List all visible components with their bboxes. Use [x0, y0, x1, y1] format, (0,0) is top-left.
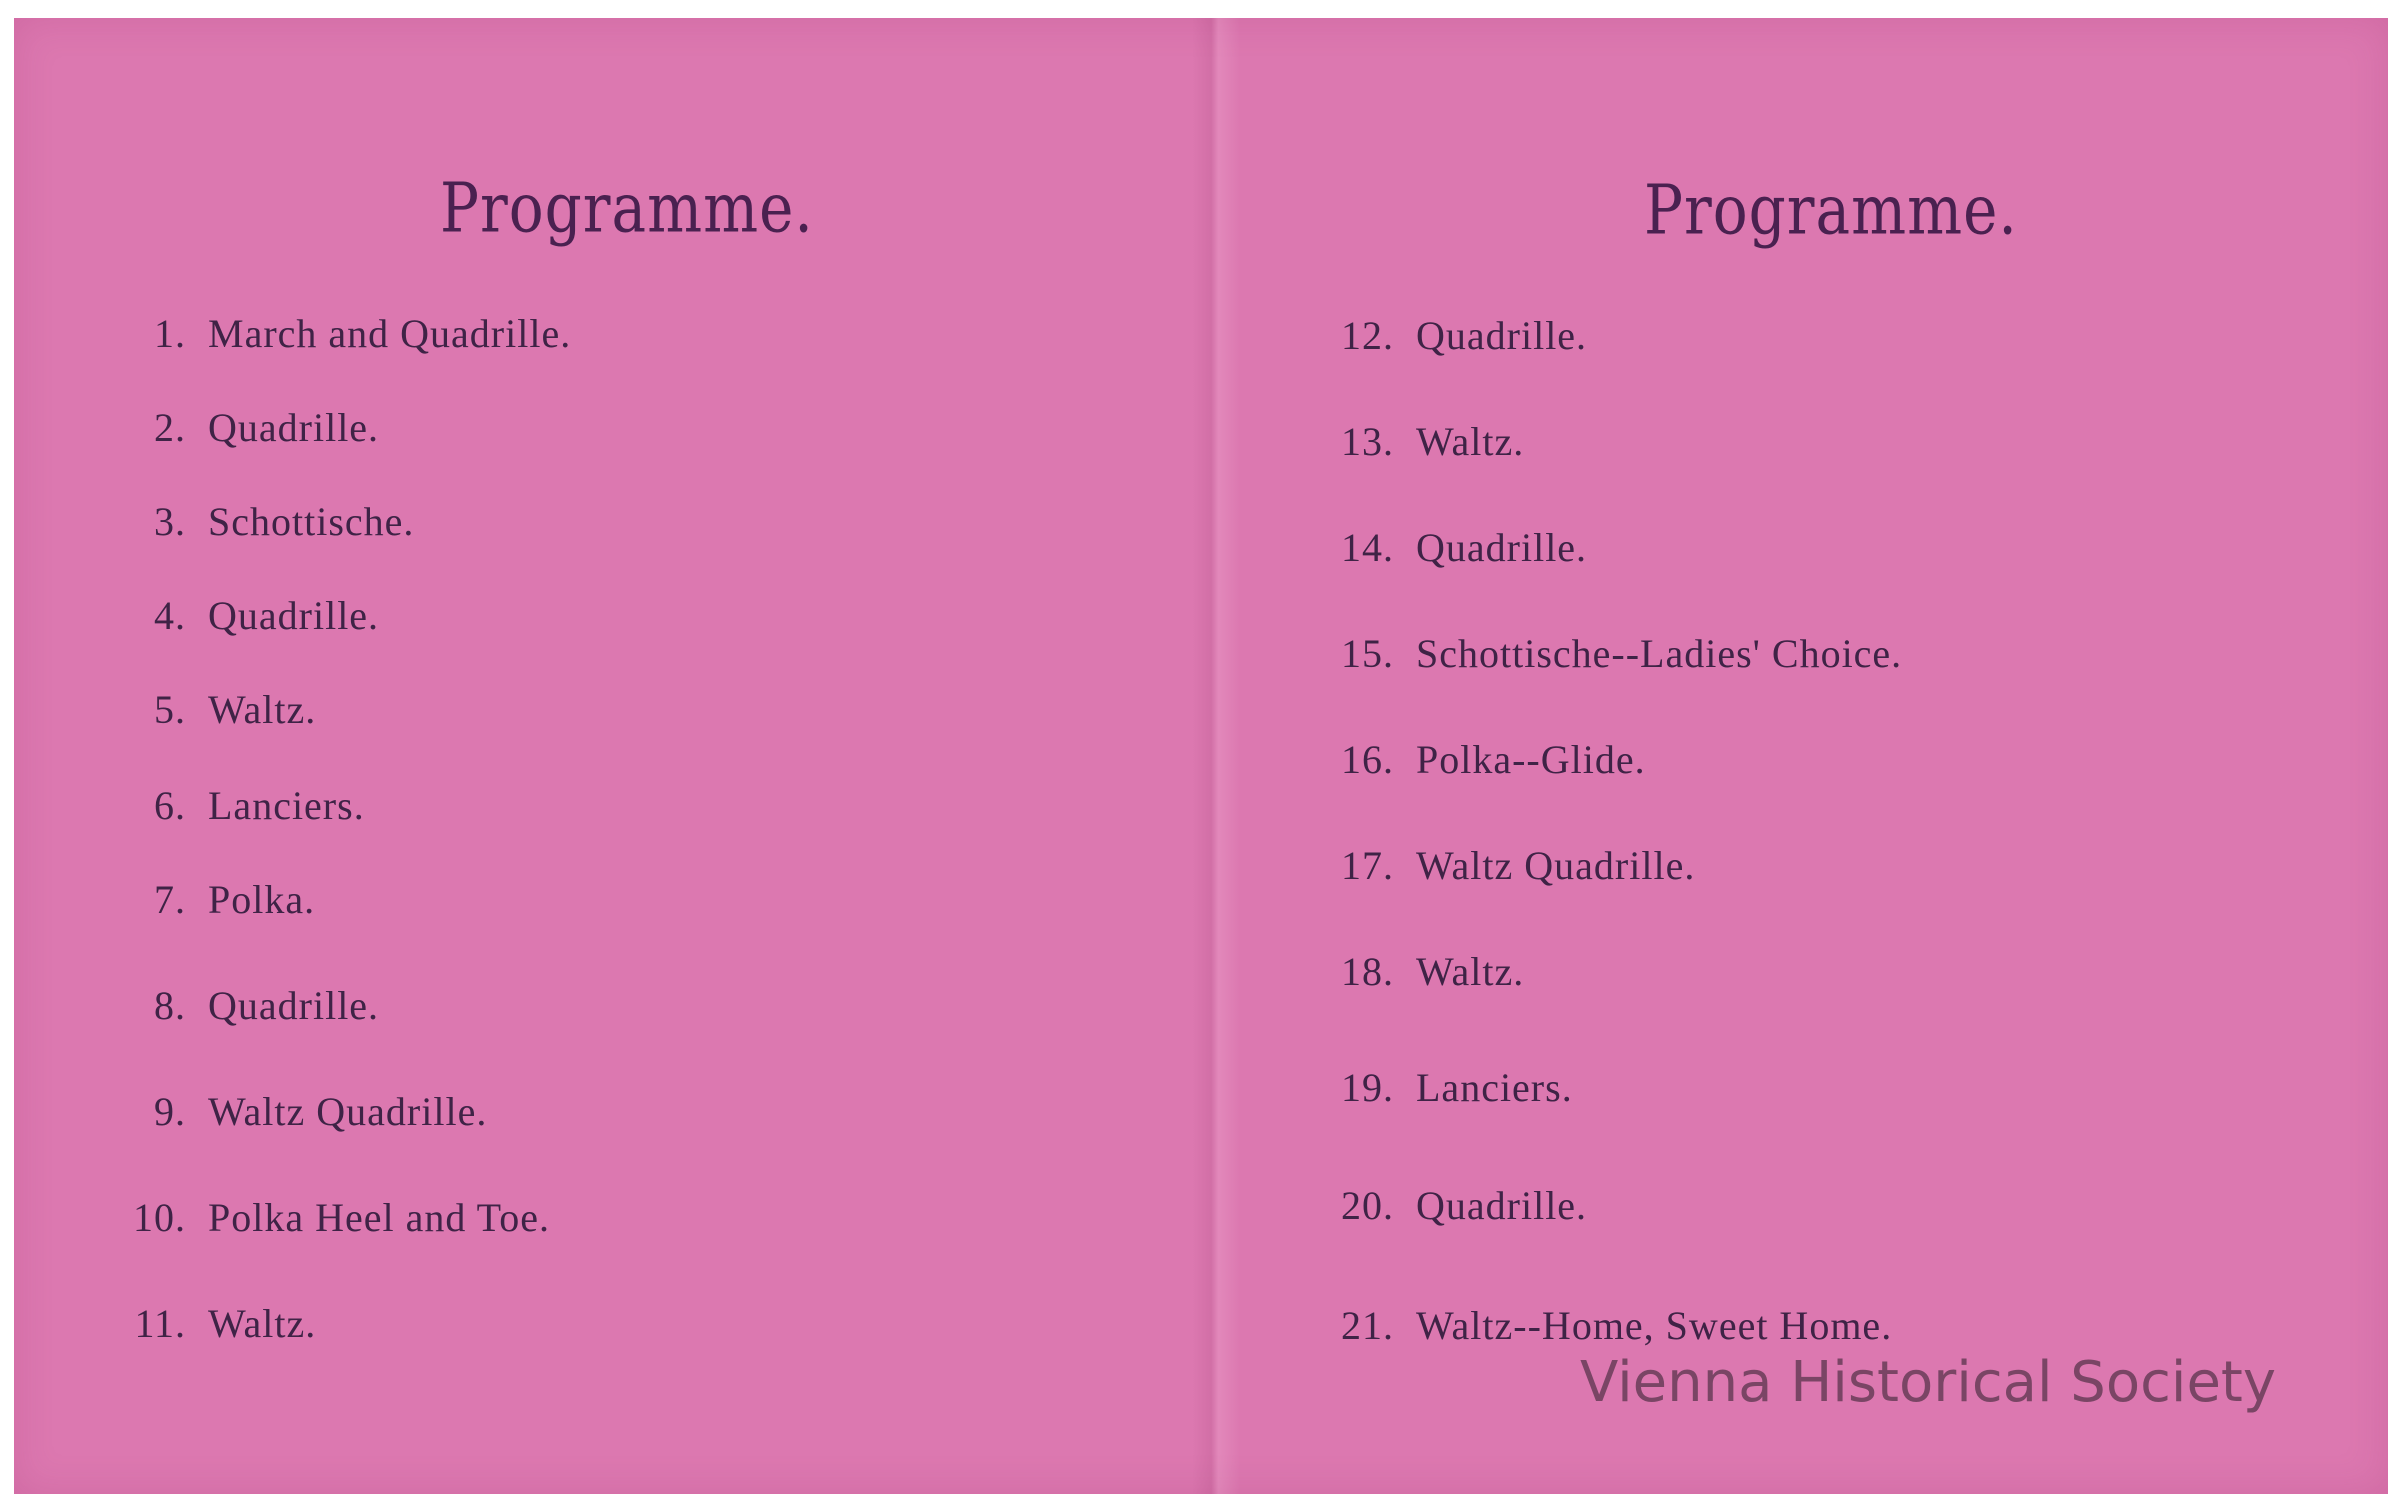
- dance-name: Lanciers.: [1416, 1065, 1573, 1110]
- dance-name: Waltz--Home, Sweet Home.: [1416, 1303, 1893, 1348]
- programme-item: [60, 876, 315, 923]
- programme-item: [60, 982, 379, 1029]
- dance-name: Quadrille.: [1416, 1183, 1588, 1228]
- item-number: 2.: [154, 405, 186, 450]
- dance-name: Quadrille.: [208, 593, 380, 638]
- programme-item: [1256, 418, 1524, 465]
- dance-name: Quadrille.: [1416, 525, 1588, 570]
- item-number: 13.: [1341, 419, 1394, 464]
- programme-item: [60, 310, 571, 357]
- item-number: 6.: [154, 783, 186, 828]
- item-number: 12.: [1341, 313, 1394, 358]
- item-number: 14.: [1341, 525, 1394, 570]
- programme-item: [1256, 736, 1646, 783]
- item-number: 7.: [154, 877, 186, 922]
- programme-item: [1256, 1064, 1573, 1111]
- programme-item: [1256, 948, 1524, 995]
- item-number: 10.: [133, 1195, 186, 1240]
- dance-name: Waltz Quadrille.: [1416, 843, 1696, 888]
- item-number: 20.: [1341, 1183, 1394, 1228]
- item-number: 17.: [1341, 843, 1394, 888]
- right-page: [1204, 18, 2388, 1494]
- programme-item: [1256, 842, 1695, 889]
- item-number: 21.: [1341, 1303, 1394, 1348]
- item-number: 19.: [1341, 1065, 1394, 1110]
- left-page-heading: Programme.: [440, 168, 814, 249]
- item-number: 18.: [1341, 949, 1394, 994]
- dance-name: Quadrille.: [208, 405, 380, 450]
- programme-item: [60, 686, 316, 733]
- dance-name: March and Quadrille.: [208, 311, 572, 356]
- item-number: 8.: [154, 983, 186, 1028]
- programme-item: [60, 782, 365, 829]
- item-number: 15.: [1341, 631, 1394, 676]
- programme-item: [60, 592, 379, 639]
- programme-item: [1256, 630, 1902, 677]
- watermark: Vienna Historical Society: [1580, 1350, 2277, 1415]
- dance-name: Schottische--Ladies' Choice.: [1416, 631, 1903, 676]
- dance-name: Waltz.: [1416, 949, 1525, 994]
- right-page-heading: Programme.: [1644, 170, 2018, 251]
- dance-name: Quadrille.: [208, 983, 380, 1028]
- dance-name: Waltz.: [208, 687, 317, 732]
- dance-name: Quadrille.: [1416, 313, 1588, 358]
- dance-name: Waltz Quadrille.: [208, 1089, 488, 1134]
- dance-name: Waltz.: [208, 1301, 317, 1346]
- dance-name: Polka.: [208, 877, 316, 922]
- item-number: 11.: [134, 1301, 186, 1346]
- programme-item: [60, 1194, 550, 1241]
- programme-item: [60, 498, 414, 545]
- programme-item: [60, 1300, 316, 1347]
- dance-name: Polka Heel and Toe.: [208, 1195, 551, 1240]
- programme-item: [60, 1088, 487, 1135]
- dance-name: Waltz.: [1416, 419, 1525, 464]
- dance-name: Schottische.: [208, 499, 415, 544]
- programme-item: [1256, 312, 1587, 359]
- item-number: 16.: [1341, 737, 1394, 782]
- programme-item: [1256, 524, 1587, 571]
- item-number: 9.: [154, 1089, 186, 1134]
- item-number: 4.: [154, 593, 186, 638]
- left-page: [14, 18, 1204, 1494]
- dance-card: [14, 18, 2388, 1494]
- item-number: 3.: [154, 499, 186, 544]
- dance-name: Polka--Glide.: [1416, 737, 1646, 782]
- dance-name: Lanciers.: [208, 783, 365, 828]
- item-number: 1.: [154, 311, 186, 356]
- item-number: 5.: [154, 687, 186, 732]
- programme-item: [1256, 1182, 1587, 1229]
- programme-item: [1256, 1302, 1892, 1349]
- programme-item: [60, 404, 379, 451]
